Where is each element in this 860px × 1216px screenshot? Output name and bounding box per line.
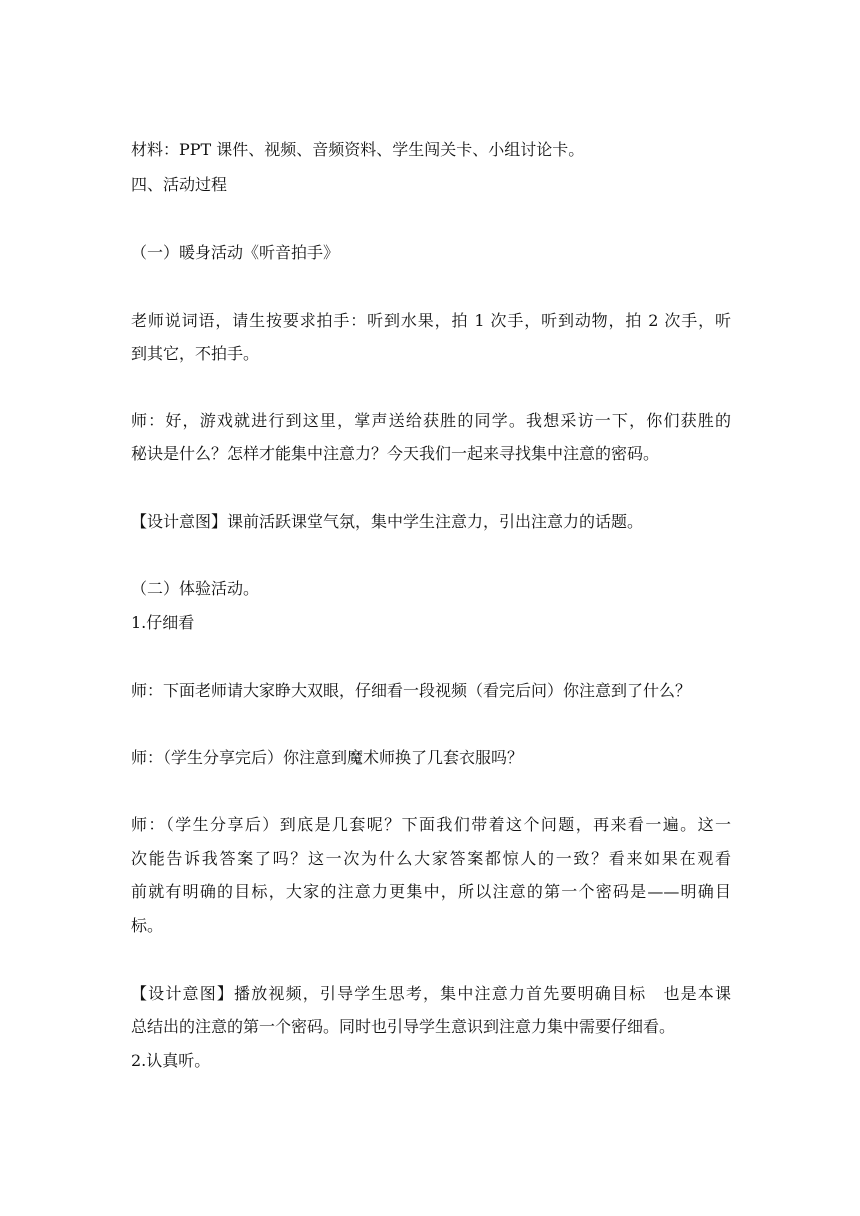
warmup-instruction-line-2: 到其它，不拍手。 [131,344,260,363]
materials-line: 材料：PPT 课件、视频、音频资料、学生闯关卡、小组讨论卡。 [131,140,585,159]
step2-title: 2.认真听。 [131,1051,211,1070]
warmup-teacher-line-2: 秘诀是什么？怎样才能集中注意力？今天我们一起来寻找集中注意的密码。 [131,444,660,463]
experience-para-line-4: 标。 [131,916,164,935]
section-heading: 四、活动过程 [131,175,228,194]
experience-teacher-line-2: 师：（学生分享完后）你注意到魔术师换了几套衣服吗？ [131,748,524,767]
experience-para-line-2: 次能告诉我答案了吗？这一次为什么大家答案都惊人的一致？看来如果在观看 [131,849,731,868]
step1-title: 1.仔细看 [131,613,195,632]
experience-para-line-1: 师：（学生分享后）到底是几套呢？下面我们带着这个问题，再来看一遍。这一 [131,815,731,834]
warmup-heading: （一）暖身活动《听音拍手》 [131,243,340,262]
experience-para-line-3: 前就有明确的目标，大家的注意力更集中，所以注意的第一个密码是——明确目 [131,882,731,901]
experience-design-intent-line-1: 【设计意图】播放视频，引导学生思考，集中注意力首先要明确目标 也是本课 [131,984,731,1003]
experience-heading: （二）体验活动。 [131,579,260,598]
warmup-instruction-line-1: 老师说词语，请生按要求拍手：听到水果，拍 1 次手，听到动物，拍 2 次手，听 [131,311,731,330]
warmup-teacher-line-1: 师：好，游戏就进行到这里，掌声送给获胜的同学。我想采访一下，你们获胜的 [131,411,731,430]
experience-teacher-line-1: 师：下面老师请大家睁大双眼，仔细看一段视频（看完后问）你注意到了什么？ [131,681,692,700]
experience-design-intent-line-2: 总结出的注意的第一个密码。同时也引导学生意识到注意力集中需要仔细看。 [131,1017,676,1036]
warmup-design-intent: 【设计意图】课前活跃课堂气氛，集中学生注意力，引出注意力的话题。 [131,512,644,531]
